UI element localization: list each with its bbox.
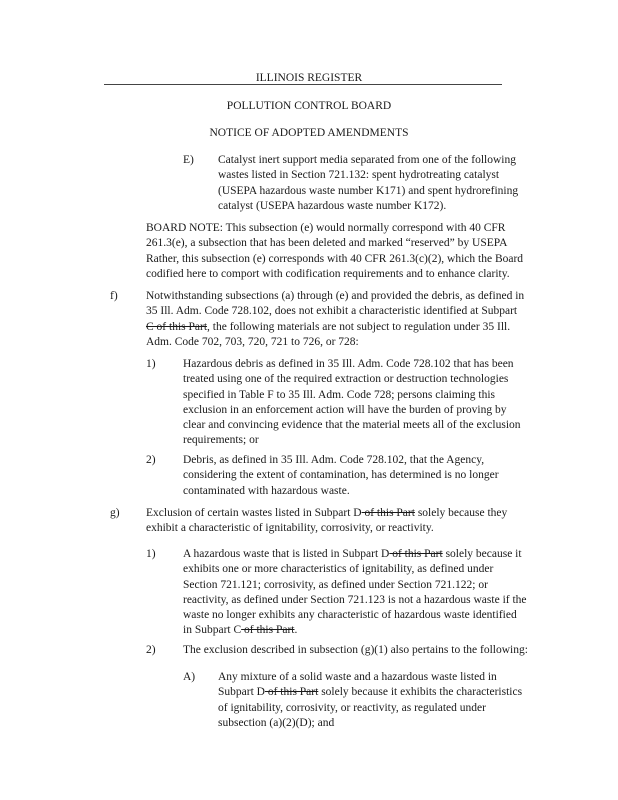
text-line: Section 721.121; corrosivity, as defined under Section 721.122; or <box>183 578 488 591</box>
text-line: subsection (a)(2)(D); and <box>218 716 335 729</box>
text-run: . <box>294 624 298 637</box>
text-line: Any mixture of a solid waste and a hazardous waste listed in <box>218 671 497 683</box>
text-run: in Subpart C <box>183 624 242 637</box>
item-f2-label: 2) <box>146 454 156 466</box>
text-line: specified in Table F to 35 Ill. Adm. Code 728; persons claiming this <box>183 388 496 401</box>
item-f-label: f) <box>110 290 118 302</box>
text-line: exclusion in an enforcement action will have the burden of proving by <box>183 403 507 416</box>
text-run: , the following materials are not subject to regulation under 35 Ill. <box>207 320 511 333</box>
struck-text: of this Part <box>241 624 295 637</box>
item-f1-label: 1) <box>146 358 156 370</box>
register-title: ILLINOIS REGISTER <box>255 72 363 84</box>
text-line: 261.3(e), a subsection that has been deleted and marked “reserved” by USEPA <box>146 237 508 250</box>
struck-text: C of this Part <box>146 320 208 333</box>
board-title: POLLUTION CONTROL BOARD <box>226 100 392 112</box>
text-line: exhibit a characteristic of ignitability, corrosivity, or reactivity. <box>146 522 434 535</box>
text-run: A hazardous waste that is listed in Subpart D <box>183 548 390 560</box>
text-line: (USEPA hazardous waste number K171) and spent hydrorefining <box>218 184 519 197</box>
text-line: wastes listed in Section 721.132: spent hydrotreating catalyst <box>218 169 500 182</box>
text-line: contaminated with hazardous waste. <box>183 484 350 497</box>
text-line: Notwithstanding subsections (a) through (e) and provided the debris, as defined in <box>146 290 525 302</box>
text-run: Exclusion of certain wastes listed in Subpart D <box>146 507 362 519</box>
item-e-label: E) <box>183 154 194 166</box>
text-line: Hazardous debris as defined in 35 Ill. Adm. Code 728.102 that has been <box>183 358 514 370</box>
text-line: 35 Ill. Adm. Code 728.102, does not exhibit a characteristic identified at Subpart <box>146 305 518 318</box>
item-g-label: g) <box>110 507 120 519</box>
item-g-text <box>146 506 507 537</box>
text-line <box>218 685 522 700</box>
text-run: Subpart D <box>218 686 265 699</box>
text-line: Debris, as defined in 35 Ill. Adm. Code 728.102, that the Agency, <box>183 454 485 466</box>
item-e-text <box>218 153 518 214</box>
text-run: solely because they <box>414 507 508 519</box>
notice-title: NOTICE OF ADOPTED AMENDMENTS <box>209 127 409 139</box>
item-g2a-text <box>218 670 522 731</box>
item-f2-text <box>183 453 499 499</box>
item-g2a-label: A) <box>183 671 196 683</box>
text-line: Adm. Code 702, 703, 720, 721 to 726, or 728: <box>146 335 359 348</box>
text-line: requirements; or <box>183 434 259 447</box>
struck-text: of this Part <box>264 686 319 699</box>
text-line <box>146 506 507 521</box>
text-line: Rather, this subsection (e) corresponds with 40 CFR 261.3(c)(2), which the Board <box>146 252 524 265</box>
text-line: codified here to comport with codification requirements and to enhance clarity. <box>146 267 510 280</box>
item-f1-text <box>183 357 521 449</box>
item-g2-text <box>183 643 528 658</box>
text-line: of ignitability, corrosivity, or reactivity, as regulated under <box>218 701 486 714</box>
text-line: waste no longer exhibits any characteristic of hazardous waste identified <box>183 609 517 622</box>
text-line: catalyst (USEPA hazardous waste number K172). <box>218 199 447 212</box>
text-line: Catalyst inert support media separated from one of the following <box>218 154 516 166</box>
board-note <box>146 221 523 282</box>
text-line: The exclusion described in subsection (g)(1) also pertains to the following: <box>183 644 528 656</box>
text-line: considering the extent of contamination, has determined is no longer <box>183 469 499 482</box>
text-run: solely because it exhibits the characteristics <box>318 686 523 699</box>
text-line <box>183 547 527 562</box>
item-g1-text <box>183 547 527 639</box>
text-line: treated using one of the required extraction or destruction technologies <box>183 373 509 386</box>
item-f-text <box>146 289 524 350</box>
item-g1-label: 1) <box>146 548 156 560</box>
header-rule <box>104 84 502 85</box>
struck-text: of this Part <box>389 548 443 560</box>
text-line: BOARD NOTE: This subsection (e) would normally correspond with 40 CFR <box>146 222 506 234</box>
text-line: reactivity, as defined under Section 721.123 is not a hazardous waste if the <box>183 593 527 606</box>
text-line <box>146 320 524 335</box>
text-line <box>183 623 527 638</box>
item-g2-label: 2) <box>146 644 156 656</box>
text-line: exhibits one or more characteristics of ignitability, as defined under <box>183 563 494 576</box>
text-line: clear and convincing evidence that the material meets all of the exclusion <box>183 419 521 432</box>
text-run: solely because it <box>442 548 522 560</box>
struck-text: of this Part <box>361 507 415 519</box>
